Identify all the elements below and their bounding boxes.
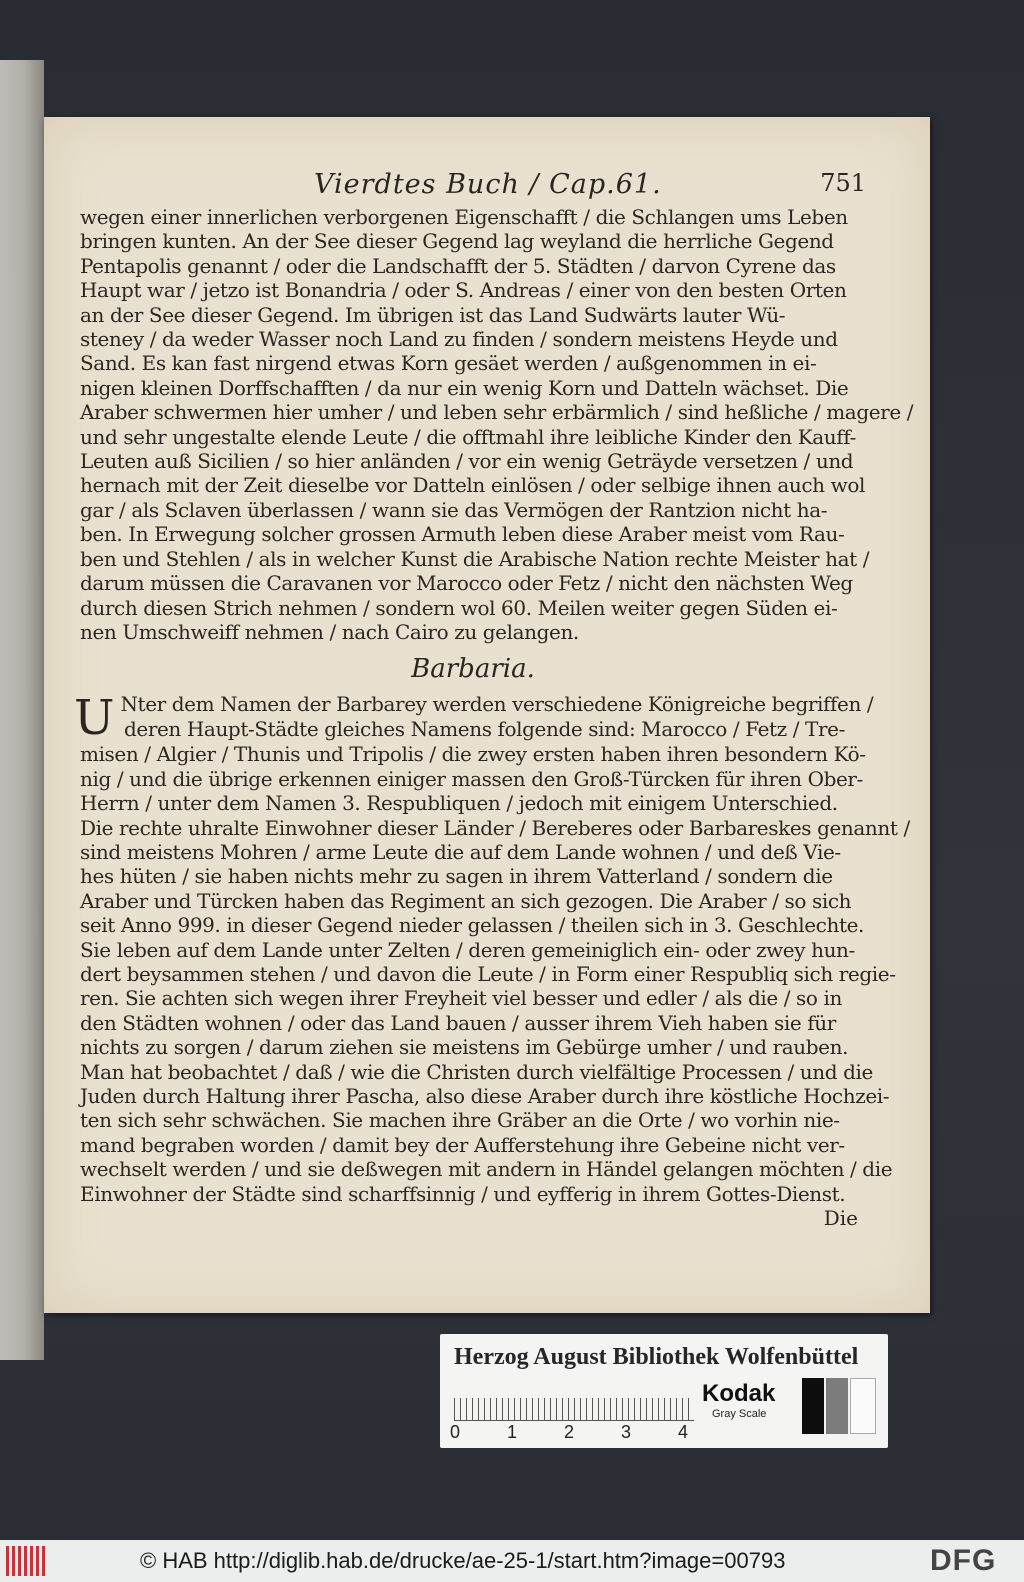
text-line: dert beysammen stehen / und davon die Leute / in Form einer Respubliq sich regie- (80, 961, 896, 986)
text-line: seit Anno 999. in dieser Gegend nieder gelassen / theilen sich in 3. Geschlechte. (80, 913, 864, 938)
text-line: und sehr ungestalte elende Leute / die offtmahl ihre leibliche Kinder den Kauff- (80, 424, 856, 449)
copyright-url[interactable]: © HAB http://diglib.hab.de/drucke/ae-25-1/start.htm?image=00793 (140, 1548, 786, 1573)
text-line: Man hat beobachtet / daß / wie die Christen durch vielfältige Processen / und die (80, 1059, 873, 1084)
text-line: bringen kunten. An der See dieser Gegend lag weyland die herrliche Gegend (80, 229, 834, 254)
text-line: wechselt werden / und sie deßwegen mit andern in Händel gelangen möchten / die (80, 1157, 893, 1182)
gray-patch-black (802, 1378, 824, 1434)
text-line: ten sich sehr schwächen. Sie machen ihre Gräber an die Orte / wo vorhin nie- (80, 1108, 840, 1133)
barcode-icon (6, 1546, 46, 1576)
ruler-number: 2 (564, 1422, 575, 1442)
gray-scale-label: Gray Scale (712, 1408, 767, 1420)
text-line: Sie leben auf dem Lande unter Zelten / deren gemeiniglich ein- oder zwey hun- (80, 937, 855, 962)
drop-cap: U (74, 690, 115, 747)
page-content (74, 169, 914, 1231)
text-line: Einwohner der Städte sind scharffsinnig / und eyfferig in ihrem Gottes-Dienst. (80, 1181, 846, 1206)
text-line: ben. In Erwegung solcher grossen Armuth leben diese Araber meist vom Rau- (80, 522, 845, 547)
text-line: nig / und die übrige erkennen einiger massen den Groß-Türcken für ihren Ober- (80, 766, 863, 791)
text-line: hes hüten / sie haben nichts mehr zu sagen in ihrem Vatterland / sondern die (80, 864, 833, 889)
paragraph-2 (74, 690, 910, 1206)
text-line: Herrn / unter dem Namen 3. Respubliquen / jedoch mit einigem Unterschied. (80, 791, 838, 816)
ruler-numbers (450, 1422, 710, 1442)
section-title: Barbaria. (411, 654, 535, 685)
dfg-logo: DFG (930, 1544, 997, 1577)
library-color-target-label (440, 1334, 888, 1448)
page-header (80, 169, 866, 205)
text-line: nichts zu sorgen / darum ziehen sie meistens im Gebürge umher / und rauben. (80, 1035, 849, 1060)
text-line: nigen kleinen Dorffschafften / da nur ein wenig Korn und Datteln wächset. Die (80, 375, 849, 400)
text-line: mand begraben worden / damit bey der Aufferstehung ihre Gebeine nicht ver- (80, 1132, 845, 1157)
ruler-number: 4 (678, 1422, 689, 1442)
text-line: hernach mit der Zeit dieselbe vor Datteln einlösen / oder selbige ihnen auch wol (80, 473, 865, 498)
text-line: steney / da weder Wasser noch Land zu finden / sondern meistens Heyde und (80, 327, 838, 352)
text-line: gar / als Sclaven überlassen / wann sie das Vermögen der Rantzion nicht ha- (80, 497, 828, 522)
ruler-number: 1 (507, 1422, 518, 1442)
text-line: Araber schwermen hier umher / und leben sehr erbärmlich / sind heßliche / magere / (80, 400, 914, 425)
page-number: 751 (820, 169, 866, 197)
text-line: darum müssen die Caravanen vor Marocco oder Fetz / nicht den nächsten Weg (80, 571, 853, 596)
paragraph-1 (80, 205, 914, 644)
adjacent-page-edge (0, 60, 44, 1360)
text-line: nen Umschweiff nehmen / nach Cairo zu gelangen. (80, 619, 579, 644)
scale-ruler (454, 1384, 694, 1421)
ruler-number: 0 (450, 1422, 461, 1442)
text-line: Juden durch Haltung ihrer Pascha, also diese Araber durch ihre köstliche Hochzei- (80, 1084, 890, 1108)
text-line: an der See dieser Gegend. Im übrigen ist das Land Sudwärts lauter Wü- (80, 302, 786, 327)
text-line: Araber und Türcken haben das Regiment an sich gezogen. Die Araber / so sich (80, 888, 852, 913)
text-line: Die rechte uhralte Einwohner dieser Länder / Bereberes oder Barbareskes genannt / (80, 815, 910, 840)
text-line: durch diesen Strich nehmen / sondern wol 60. Meilen weiter gegen Süden ei- (80, 595, 838, 620)
text-line: sind meistens Mohren / arme Leute die auf dem Lande wohnen / und deß Vie- (80, 839, 841, 864)
kodak-brand: Kodak (702, 1380, 776, 1407)
book-page (44, 117, 930, 1313)
footer-bar (0, 1540, 1024, 1582)
text-line: Haupt war / jetzo ist Bonandria / oder S. Andreas / einer von den besten Orten (80, 278, 847, 303)
text-line: Leuten auß Sicilien / so hier anländen / vor ein wenig Geträyde versetzen / und (80, 449, 854, 474)
gray-patch-mid (826, 1378, 848, 1434)
text-line: misen / Algier / Thunis und Tripolis / die zwey ersten haben ihren besondern Kö- (80, 742, 866, 767)
text-line: wegen einer innerlichen verborgenen Eigenschafft / die Schlangen ums Leben (80, 205, 848, 229)
text-line: deren Haupt-Städte gleiches Namens folgende sind: Marocco / Fetz / Tre- (124, 716, 845, 741)
catch-word: Die (823, 1206, 858, 1231)
text-line: ren. Sie achten sich wegen ihrer Freyheit viel besser und edler / als die / so in (80, 986, 842, 1011)
text-line: ben und Stehlen / als in welcher Kunst die Arabische Nation rechte Meister hat / (80, 546, 870, 571)
text-line: Pentapolis genannt / oder die Landschafft der 5. Städten / darvon Cyrene das (80, 253, 836, 278)
running-head: Vierdtes Buch / Cap.61. (314, 169, 662, 200)
text-line: Nter dem Namen der Barbarey werden verschiedene Königreiche begriffen / (120, 692, 874, 717)
text-line: den Städten wohnen / oder das Land bauen / ausser ihrem Vieh haben sie für (80, 1010, 836, 1035)
gray-patch-white (850, 1378, 876, 1434)
library-name: Herzog August Bibliothek Wolfenbüttel (454, 1344, 859, 1370)
ruler-number: 3 (621, 1422, 632, 1442)
text-line: Sand. Es kan fast nirgend etwas Korn gesäet werden / außgenommen in ei- (80, 351, 817, 376)
